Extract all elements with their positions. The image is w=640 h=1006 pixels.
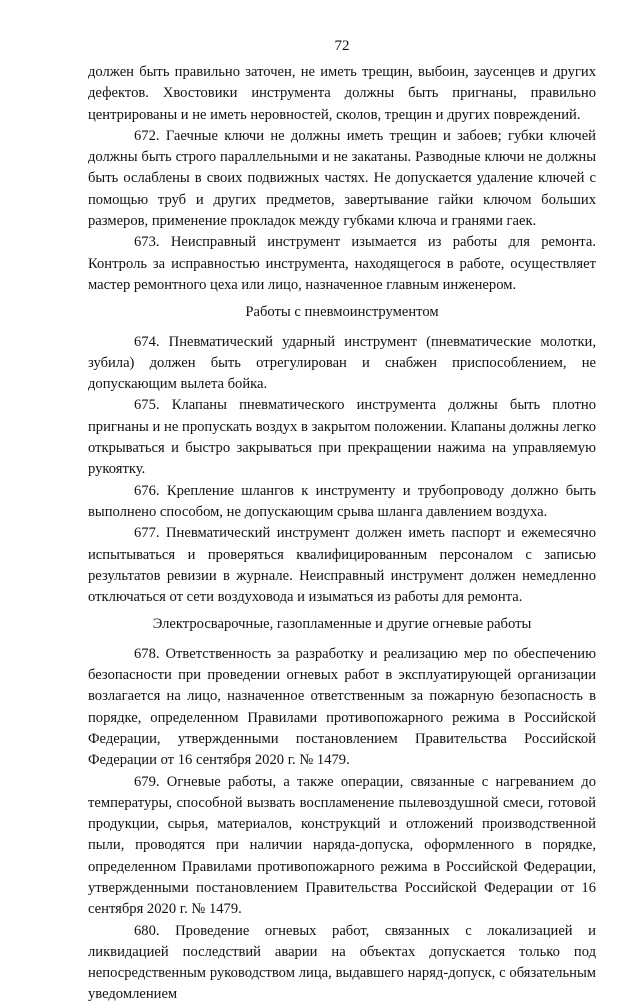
document-body: [88, 62, 596, 1006]
paragraph-676: 676. Крепление шлангов к инструменту и трубопроводу должно быть выполнено способом, не допускающим срыва шланга давлением воздуха.: [88, 482, 596, 520]
paragraph-679: 679. Огневые работы, а также операции, связанные с нагреванием до температуры, способной вызвать воспламенение пылевоздушной смеси, готовой продукции, сырья, материалов, конструкций и отложений производственной пыли, проводятся при наличии наряда-допуска, оформленного в порядке, определенном Правилами противопожарного режима в Российской Федерации, утвержденными постановлением Правительства Российской Федерации от 16 сентября 2020 г. № 1479.: [88, 773, 596, 918]
paragraph-672: 672. Гаечные ключи не должны иметь трещин и забоев; губки ключей должны быть строго параллельными и не закатаны. Разводные ключи не должны быть ослаблены в своих подвижных частях. Не допускается удаление ключей с помощью труб и других предметов, завертывание гайки ключом больших размеров, применение прокладок между губками ключа и гранями гаек.: [88, 127, 596, 230]
paragraph-680: 680. Проведение огневых работ, связанных с локализацией и ликвидацией последствий аварии на объектах допускается только под непосредственным руководством лица, выдавшего наряд-допуск, с обязательным уведомлением: [88, 922, 596, 1003]
paragraph-674: 674. Пневматический ударный инструмент (пневматические молотки, зубила) должен быть отрегулирован и снабжен приспособлением, не допускающим вылета бойка.: [88, 333, 596, 393]
paragraph-673: 673. Неисправный инструмент изымается из работы для ремонта. Контроль за исправностью инструмента, находящегося в работе, осуществляет мастер ремонтного цеха или лицо, назначенное главным инженером.: [88, 234, 596, 293]
section-heading-pneumatic-tools: Работы с пневмоинструментом: [245, 304, 439, 321]
paragraph-678: 678. Ответственность за разработку и реализацию мер по обеспечению безопасности при проведении огневых работ в эксплуатирующей организации возлагается на лицо, назначенное ответственным за пожарную безопасность в порядке, определенном Правилами противопожарного режима в Российской Федерации, утвержденными постановлением Правительства Российской Федерации от 16 сентября 2020 г. № 1479.: [88, 645, 596, 769]
paragraph-675: 675. Клапаны пневматического инструмента должны быть плотно пригнаны и не пропускать воздух в закрытом положении. Клапаны должны легко открываться и быстро закрываться при прекращении нажима на управляемую рукоятку.: [88, 397, 596, 478]
document-page: [88, 0, 596, 1003]
page-number: 72: [334, 38, 350, 54]
paragraph-677: 677. Пневматический инструмент должен иметь паспорт и ежемесячно испытываться и проверяться квалифицированным персоналом с записью результатов ревизии в журнале. Неисправный инструмент должен немедленно отключаться от сети воздуховода и изыматься из работы для ремонта.: [88, 525, 596, 606]
paragraph-continuation: должен быть правильно заточен, не иметь трещин, выбоин, заусенцев и других дефектов. Хвостовики инструмента должны быть пригнаны, правильно центрированы и не иметь неровностей, сколов, трещин и других повреждений.: [88, 64, 596, 123]
section-heading-hot-work: Электросварочные, газопламенные и другие огневые работы: [152, 616, 532, 633]
